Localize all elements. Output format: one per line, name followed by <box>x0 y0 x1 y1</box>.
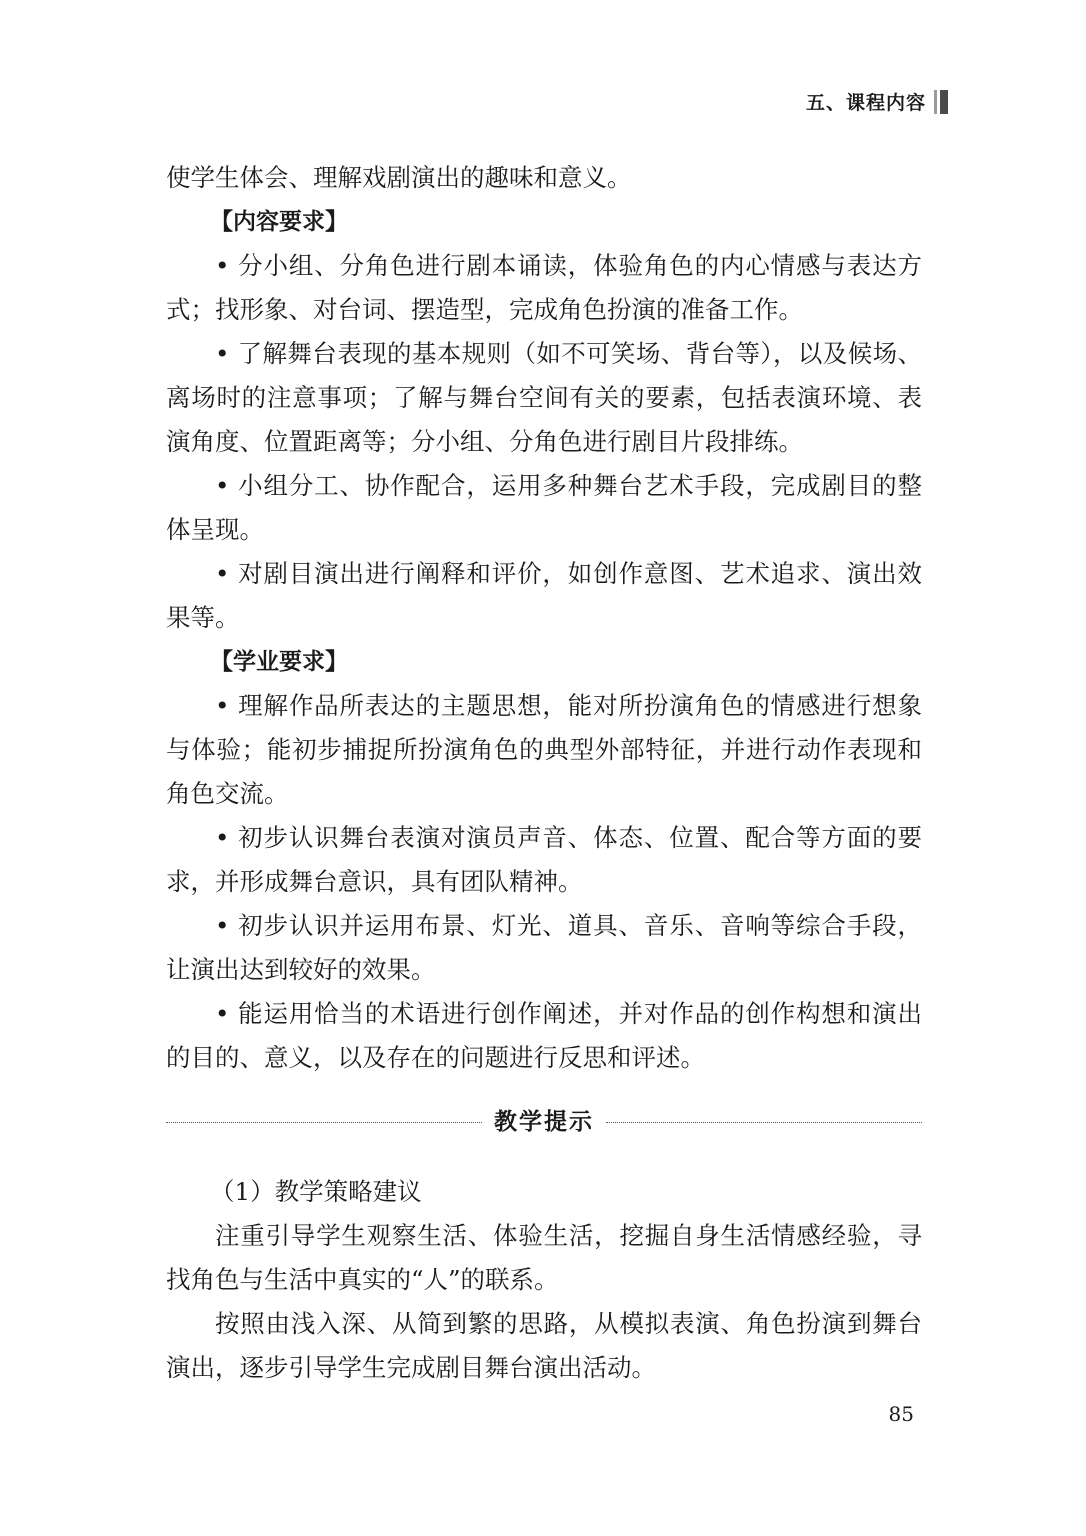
teaching-tips-label: 教学提示 <box>494 1109 594 1135</box>
dotted-rule-right <box>606 1122 922 1123</box>
running-header-title: 五、课程内容 <box>805 92 926 114</box>
content-requirements-heading: 【内容要求】 <box>210 209 348 235</box>
content-requirement-item: • 了解舞台表现的基本规则（如不可笑场、背台等），以及候场、离场时的注意事项；了解与舞台空间有关的要素，包括表演环境、表演角度、位置距离等；分小组、分角色进行剧目片段排练。 <box>166 339 922 456</box>
dotted-rule-left <box>166 1122 482 1123</box>
page-number: 85 <box>888 1402 914 1426</box>
teaching-tip-paragraph: 注重引导学生观察生活、体验生活，挖掘自身生活情感经验，寻找角色与生活中真实的“人”的联系。 <box>166 1221 922 1294</box>
header-bar-mark <box>934 90 948 114</box>
academic-requirement-item: • 初步认识舞台表演对演员声音、体态、位置、配合等方面的要求，并形成舞台意识，具有团队精神。 <box>166 823 922 896</box>
running-header <box>806 88 948 115</box>
academic-requirement-item: • 能运用恰当的术语进行创作阐述，并对作品的创作构想和演出的目的、意义，以及存在的问题进行反思和评述。 <box>166 999 922 1072</box>
opening-line: 使学生体会、理解戏剧演出的趣味和意义。 <box>166 163 632 192</box>
content-requirement-item: • 小组分工、协作配合，运用多种舞台艺术手段，完成剧目的整体呈现。 <box>166 471 922 544</box>
teaching-tips-divider <box>166 1100 922 1144</box>
page-body <box>166 156 922 1390</box>
content-requirement-item: • 对剧目演出进行阐释和评价，如创作意图、艺术追求、演出效果等。 <box>166 559 922 632</box>
academic-requirement-item: • 初步认识并运用布景、灯光、道具、音乐、音响等综合手段，让演出达到较好的效果。 <box>166 911 922 984</box>
content-requirement-item: • 分小组、分角色进行剧本诵读，体验角色的内心情感与表达方式；找形象、对台词、摆造型，完成角色扮演的准备工作。 <box>166 251 922 324</box>
teaching-tip-paragraph: 按照由浅入深、从简到繁的思路，从模拟表演、角色扮演到舞台演出，逐步引导学生完成剧目舞台演出活动。 <box>166 1309 922 1382</box>
academic-requirements-heading: 【学业要求】 <box>210 649 348 675</box>
academic-requirement-item: • 理解作品所表达的主题思想，能对所扮演角色的情感进行想象与体验；能初步捕捉所扮演角色的典型外部特征，并进行动作表现和角色交流。 <box>166 691 922 808</box>
teaching-strategy-subheading: （1）教学策略建议 <box>210 1177 422 1206</box>
